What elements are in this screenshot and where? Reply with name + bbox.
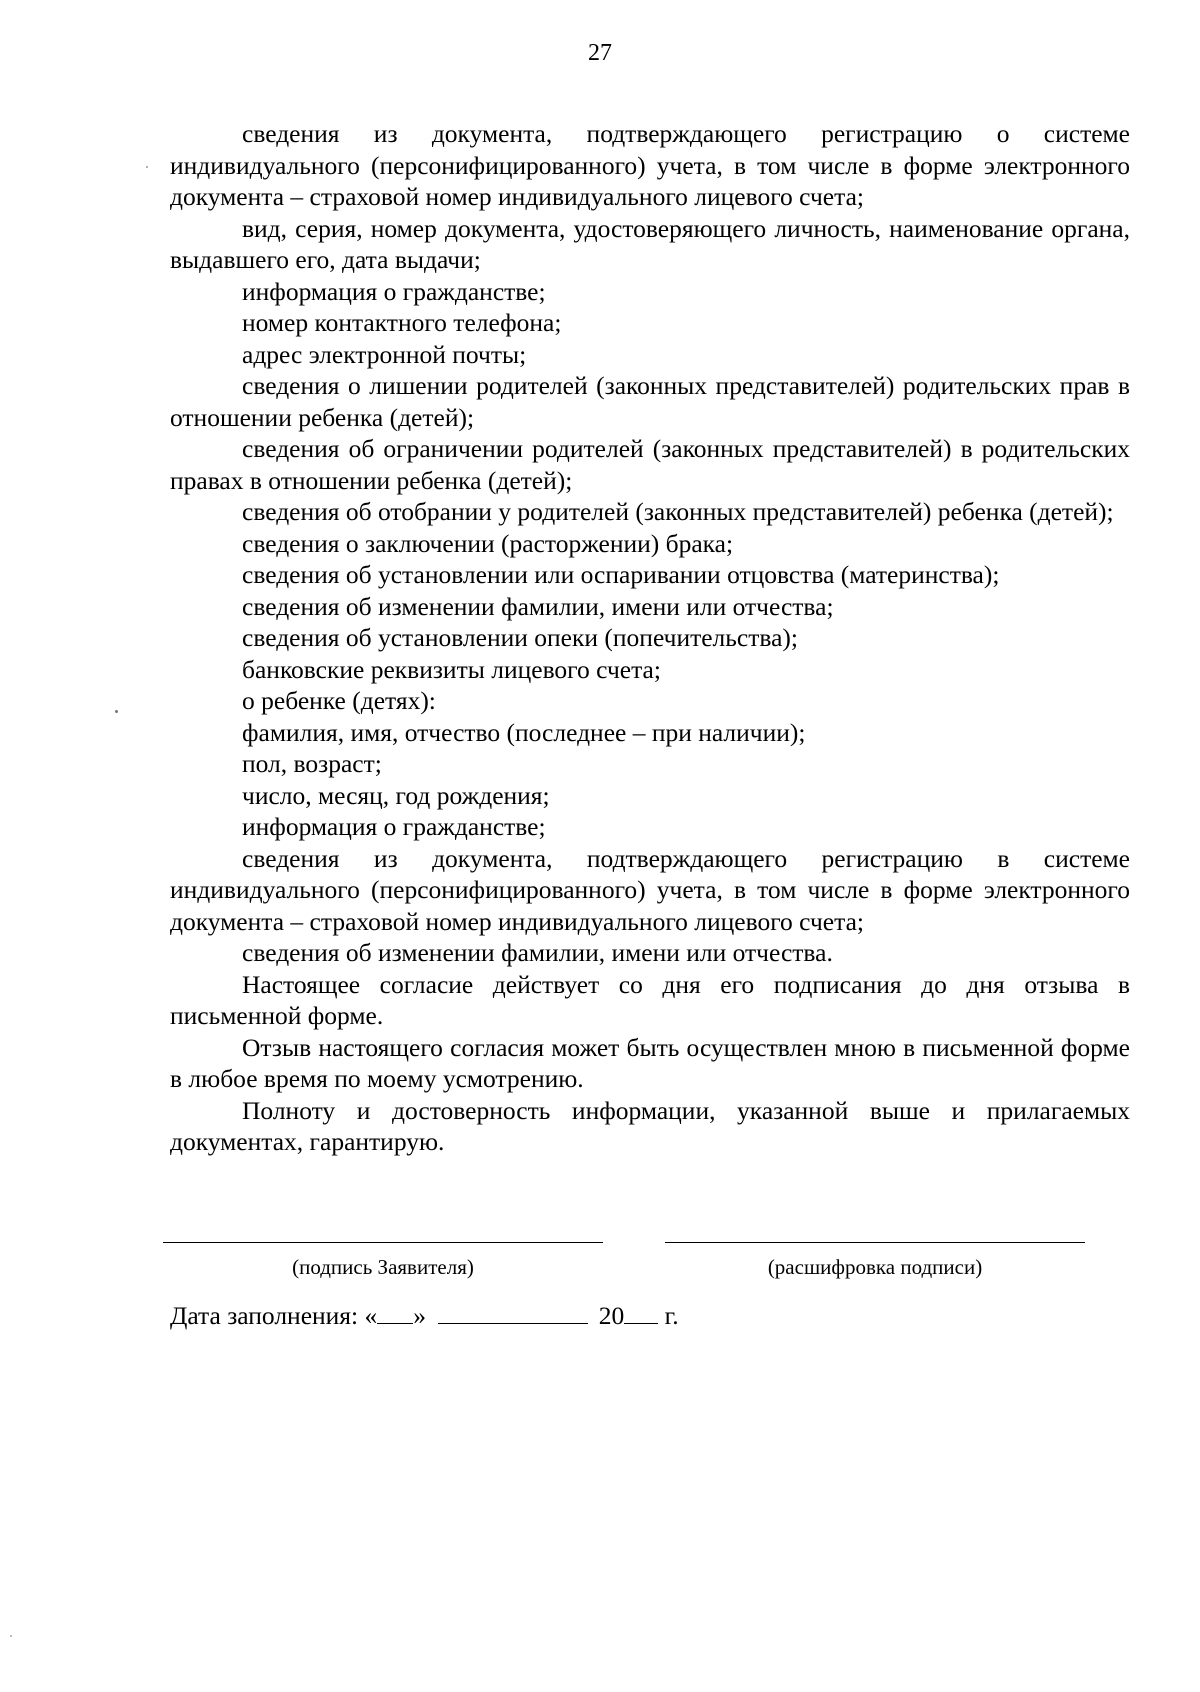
paragraph-snils: сведения из документа, подтверждающего регистрацию о системе индивидуального (персонифицированного) учета, в том числе в форме электронного документа – страховой номер индивидуального лицевого счета; [170, 119, 1130, 211]
paragraph-marriage: сведения о заключении (расторжении) брака; [242, 528, 734, 558]
year-blank-field[interactable] [624, 1301, 658, 1324]
paragraph-child-name-change: сведения об изменении фамилии, имени или отчества. [242, 938, 833, 967]
fill-date-row [170, 1300, 679, 1332]
paragraph-citizenship: информация о гражданстве; [242, 276, 546, 306]
paragraph-restriction-rights: сведения об ограничении родителей (законных представителей) в родительских правах в отношении ребенка (детей); [170, 434, 1130, 495]
scan-speck [146, 166, 148, 168]
page-number: 27 [588, 40, 612, 66]
month-blank-field[interactable] [438, 1301, 588, 1324]
paragraph-guarantee: Полноту и достоверность информации, указанной выше и прилагаемых документах, гарантирую. [170, 1095, 1130, 1156]
signature-decoding-line[interactable] [665, 1242, 1085, 1243]
paragraph-bank-details: банковские реквизиты лицевого счета; [242, 654, 661, 684]
scan-speck [115, 710, 118, 713]
year-suffix: г. [664, 1301, 679, 1330]
paragraph-id-document: вид, серия, номер документа, удостоверяющего личность, наименование органа, выдавшего его, дата выдачи; [170, 213, 1130, 274]
paragraph-guardianship: сведения об установлении опеки (попечительства); [242, 623, 798, 652]
signature-decoding-caption: (расшифровка подписи) [767, 1255, 983, 1279]
paragraph-deprivation-rights: сведения о лишении родителей (законных представителей) родительских прав в отношении ребенка (детей); [170, 371, 1130, 432]
fill-date-label: Дата заполнения: « [170, 1301, 378, 1330]
applicant-signature-caption: (подпись Заявителя) [292, 1255, 474, 1279]
scan-speck [10, 1635, 12, 1637]
paragraph-child-birth-date: число, месяц, год рождения; [242, 780, 550, 810]
paragraph-phone: номер контактного телефона; [242, 308, 562, 337]
paragraph-email: адрес электронной почты; [242, 339, 527, 369]
close-quote: » [413, 1301, 426, 1330]
paragraph-consent-withdrawal: Отзыв настоящего согласия может быть осуществлен мною в письменной форме в любое время по моему усмотрению. [170, 1032, 1130, 1093]
year-prefix: 20 [598, 1301, 625, 1330]
paragraph-name-change: сведения об изменении фамилии, имени или отчества; [242, 591, 834, 621]
paragraph-child-citizenship: информация о гражданстве; [242, 812, 546, 841]
paragraph-removal-child: сведения об отобрании у родителей (законных представителей) ребенка (детей); [242, 497, 1114, 526]
paragraph-child-full-name: фамилия, имя, отчество (последнее – при наличии); [242, 717, 806, 747]
paragraph-about-children: о ребенке (детях): [242, 686, 436, 715]
paragraph-consent-validity: Настоящее согласие действует со дня его подписания до дня отзыва в письменной форме. [170, 969, 1130, 1030]
day-blank-field[interactable] [377, 1301, 413, 1324]
applicant-signature-line[interactable] [163, 1242, 603, 1243]
paragraph-paternity: сведения об установлении или оспаривании отцовства (материнства); [242, 560, 1000, 589]
paragraph-child-snils: сведения из документа, подтверждающего регистрацию в системе индивидуального (персонифицированного) учета, в том числе в форме электронного документа – страховой номер индивидуального лицевого счета; [170, 843, 1130, 936]
paragraph-child-sex-age: пол, возраст; [242, 749, 382, 778]
